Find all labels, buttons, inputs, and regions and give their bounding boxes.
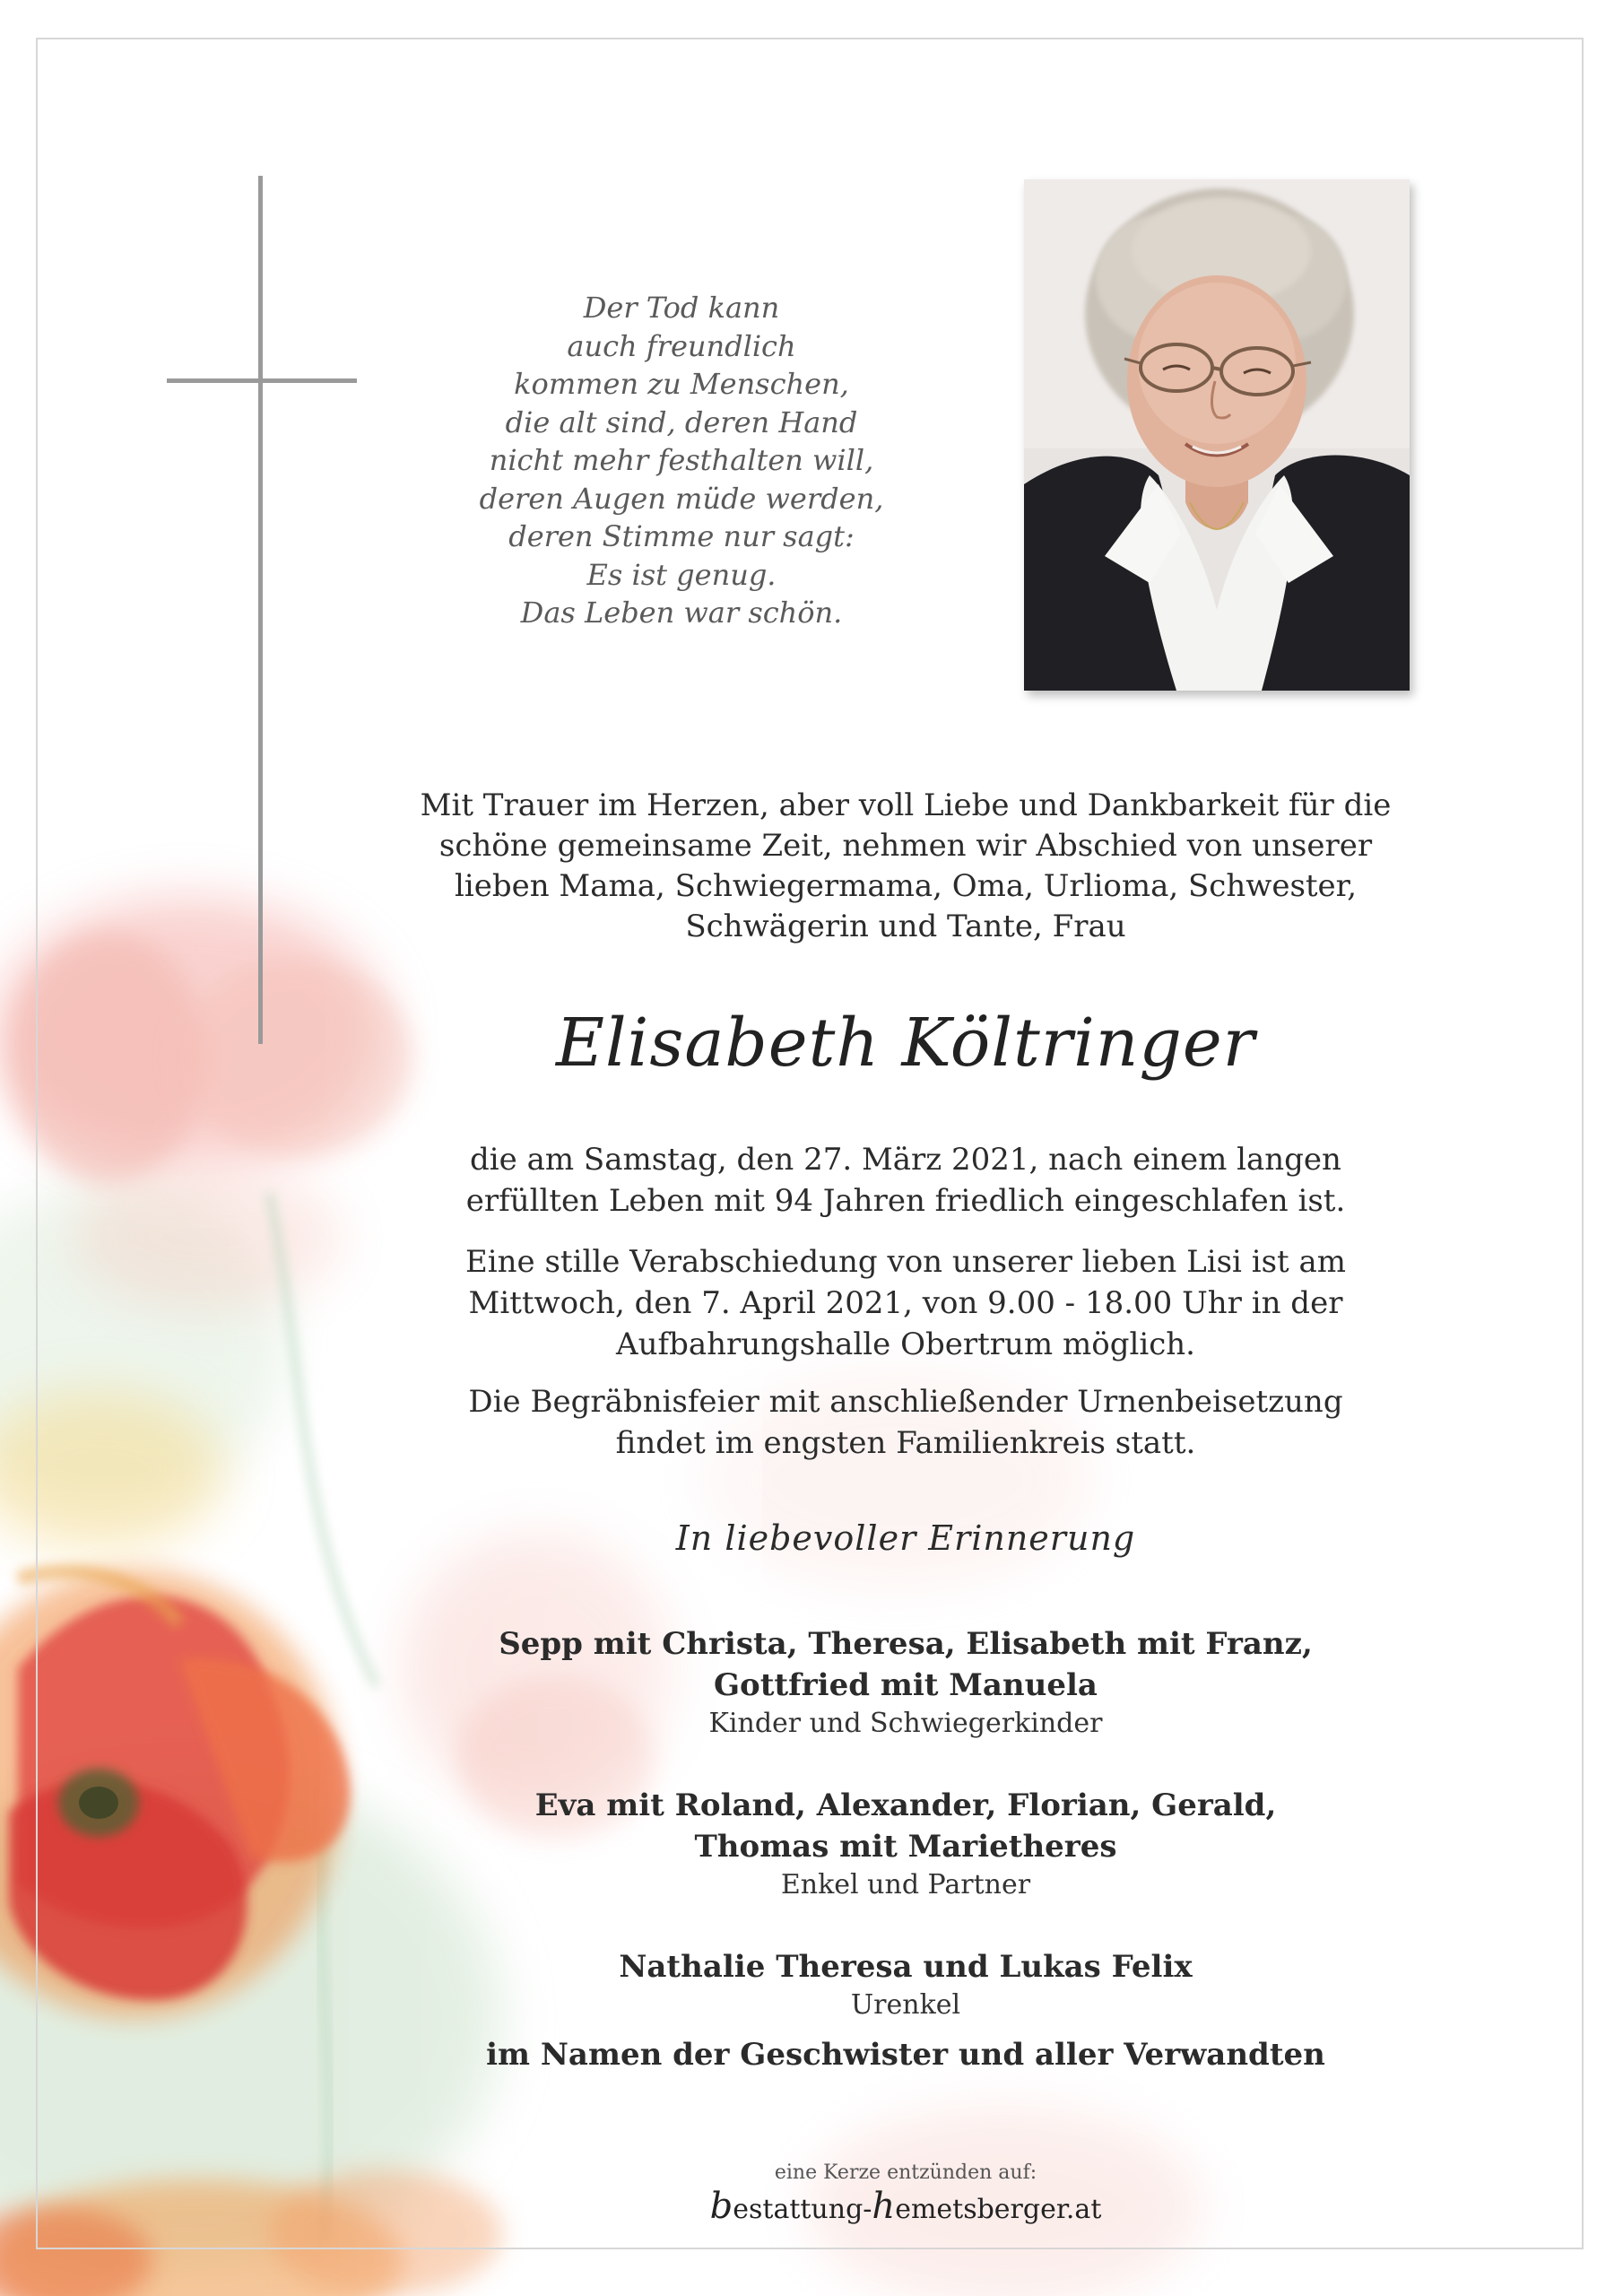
funeral-info (395, 1381, 1417, 1464)
memory-heading: In liebevoller Erinnerung (675, 1518, 1136, 1558)
relatives-line: im Namen der Geschwister und aller Verwandten (486, 2037, 1325, 2073)
website-link[interactable] (395, 2187, 1417, 2230)
farewell-info (395, 1241, 1417, 1365)
mourner-group-grandchildren (395, 1785, 1417, 1903)
portrait-photo (1024, 179, 1410, 691)
mourner-names: Thomas mit Marietheres (694, 1829, 1117, 1865)
intro-line: Schwägerin und Tante, Frau (685, 909, 1126, 944)
mourner-names: Nathalie Theresa und Lukas Felix (619, 1949, 1193, 1985)
death-notice (395, 1139, 1417, 1222)
candle-caption: eine Kerze entzünden auf: (774, 2161, 1037, 2184)
intro-line: schöne gemeinsame Zeit, nehmen wir Abschied von unserer (438, 828, 1373, 864)
website-part: estattung- (733, 2194, 872, 2225)
poem-line: Der Tod kann (583, 291, 780, 325)
mourner-role: Kinder und Schwiegerkinder (708, 1708, 1103, 1739)
website-b-letter: b (709, 2186, 733, 2227)
mourner-group-children (395, 1623, 1417, 1742)
farewell-line: Eine stille Verabschiedung von unserer lieben Lisi ist am (464, 1244, 1347, 1280)
memorial-poem (448, 289, 915, 632)
website-h-letter: h (872, 2186, 896, 2227)
mourner-names: Sepp mit Christa, Theresa, Elisabeth mit Franz, (499, 1626, 1313, 1662)
poem-line: deren Stimme nur sagt: (508, 519, 855, 553)
deceased-name: Elisabeth Költringer (555, 1004, 1256, 1082)
mourner-group-great-grandchildren (395, 1946, 1417, 2023)
intro-line: lieben Mama, Schwiegermama, Oma, Urlioma, Schwester, (454, 868, 1358, 904)
intro-line: Mit Trauer im Herzen, aber voll Liebe und Dankbarkeit für die (420, 787, 1392, 823)
cross-icon-vertical (258, 176, 263, 1044)
mourner-role: Enkel und Partner (780, 1869, 1031, 1900)
cross-icon-horizontal (167, 378, 357, 383)
death-line: die am Samstag, den 27. März 2021, nach einem langen (470, 1142, 1341, 1178)
funeral-line: findet im engsten Familienkreis statt. (615, 1425, 1196, 1461)
website-part: emetsberger.at (895, 2194, 1102, 2225)
farewell-line: Mittwoch, den 7. April 2021, von 9.00 - 18.00 Uhr in der (468, 1285, 1343, 1321)
poem-line: die alt sind, deren Hand (505, 404, 858, 439)
intro-text (395, 786, 1417, 947)
poem-line: nicht mehr festhalten will, (489, 443, 874, 477)
mourner-role: Urenkel (850, 1989, 961, 2021)
mourner-names: Gottfried mit Manuela (714, 1667, 1098, 1703)
poem-line: auch freundlich (567, 328, 796, 363)
poem-line: deren Augen müde werden, (479, 481, 884, 516)
poem-line: Es ist genug. (586, 557, 777, 592)
poem-line: Das Leben war schön. (520, 596, 843, 630)
farewell-line: Aufbahrungshalle Obertrum möglich. (616, 1326, 1195, 1362)
death-line: erfüllten Leben mit 94 Jahren friedlich eingeschlafen ist. (465, 1183, 1346, 1219)
poem-line: kommen zu Menschen, (514, 367, 849, 401)
mourner-names: Eva mit Roland, Alexander, Florian, Gerald, (534, 1787, 1277, 1823)
funeral-line: Die Begräbnisfeier mit anschließender Urnenbeisetzung (468, 1384, 1343, 1420)
